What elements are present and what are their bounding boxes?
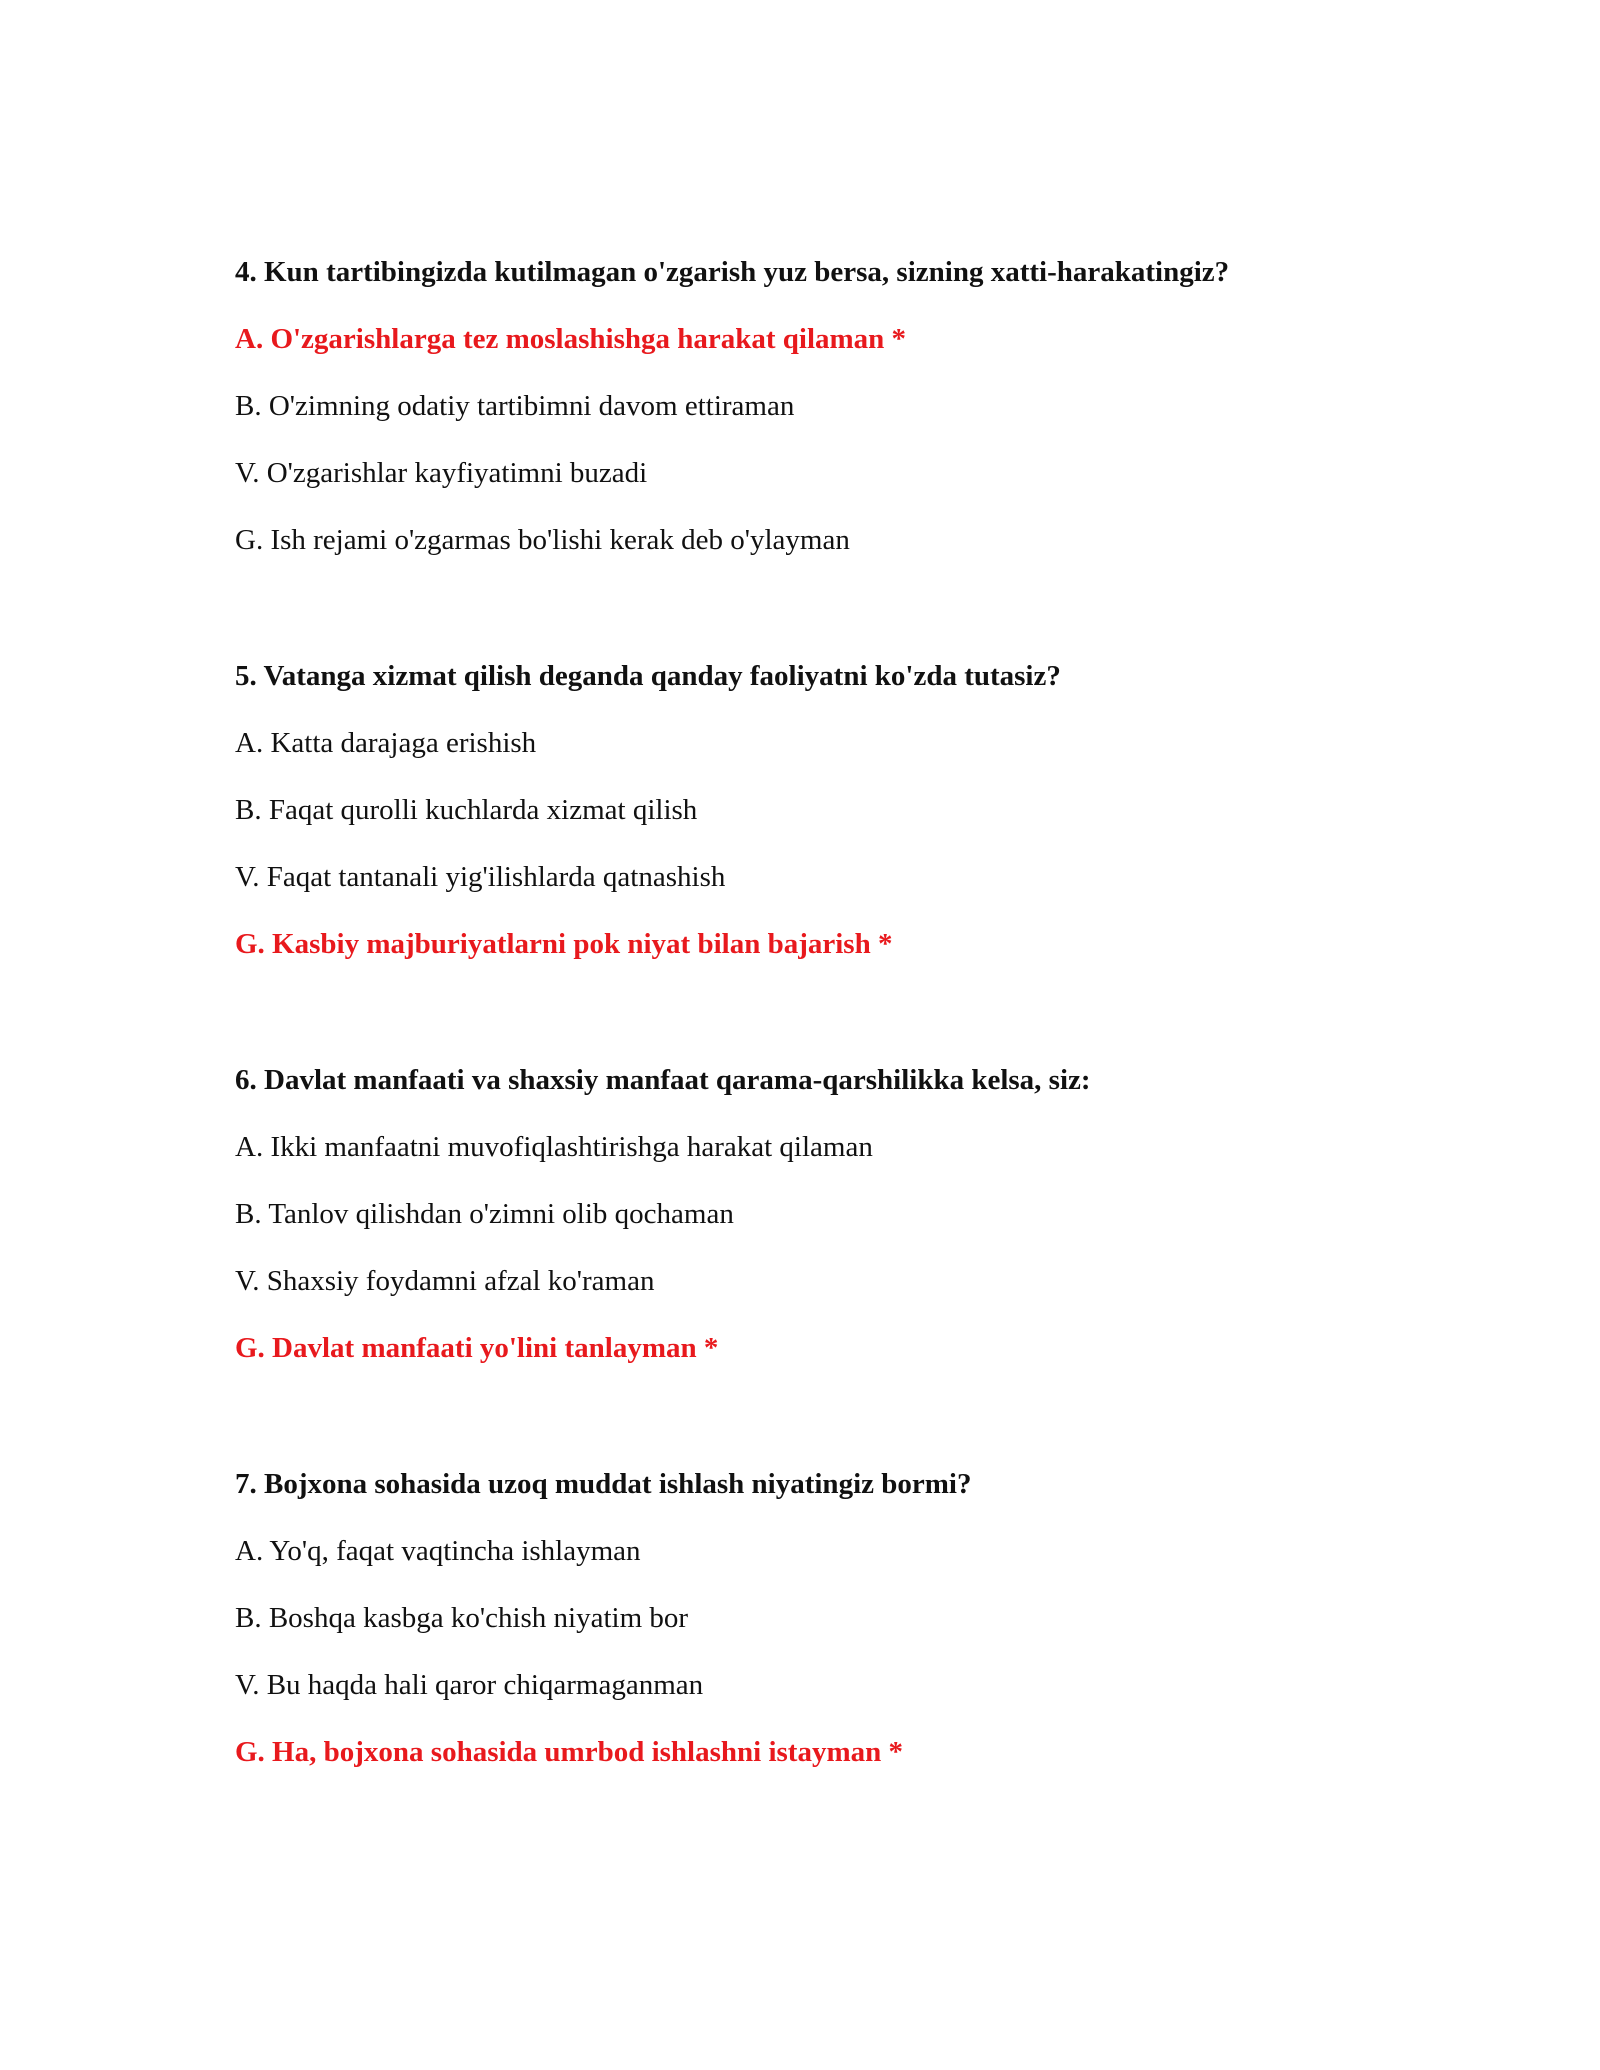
answer-option-correct: G. Ha, bojxona sohasida umrbod ishlashni istayman * — [235, 1736, 903, 1768]
answer-option: B. Faqat qurolli kuchlarda xizmat qilish — [235, 794, 698, 826]
answer-option: V. Bu haqda hali qaror chiqarmaganman — [235, 1669, 704, 1701]
answer-option-correct: A. O'zgarishlarga tez moslashishga harakat qilaman * — [235, 323, 907, 355]
answer-option: A. Katta darajaga erishish — [235, 727, 537, 759]
question-block-7 — [235, 1464, 1435, 1772]
question-title: 5. Vatanga xizmat qilish deganda qanday faoliyatni ko'zda tutasiz? — [235, 660, 1061, 692]
answer-option: V. Faqat tantanali yig'ilishlarda qatnashish — [235, 861, 726, 893]
answer-option: A. Yo'q, faqat vaqtincha ishlayman — [235, 1535, 641, 1567]
answer-option: B. Tanlov qilishdan o'zimni olib qochaman — [235, 1198, 734, 1230]
question-block-6 — [235, 1060, 1435, 1368]
question-block-4 — [235, 252, 1435, 560]
question-title: 7. Bojxona sohasida uzoq muddat ishlash niyatingiz bormi? — [235, 1468, 972, 1500]
answer-option-correct: G. Kasbiy majburiyatlarni pok niyat bilan bajarish * — [235, 928, 893, 960]
answer-option: A. Ikki manfaatni muvofiqlashtirishga harakat qilaman — [235, 1131, 873, 1163]
answer-option-correct: G. Davlat manfaati yo'lini tanlayman * — [235, 1332, 719, 1364]
answer-option: G. Ish rejami o'zgarmas bo'lishi kerak deb o'ylayman — [235, 524, 850, 556]
answer-option: B. O'zimning odatiy tartibimni davom ettiraman — [235, 390, 795, 422]
question-title: 4. Kun tartibingizda kutilmagan o'zgarish yuz bersa, sizning xatti-harakatingiz? — [235, 256, 1230, 288]
answer-option: V. Shaxsiy foydamni afzal ko'raman — [235, 1265, 655, 1297]
question-title: 6. Davlat manfaati va shaxsiy manfaat qarama-qarshilikka kelsa, siz: — [235, 1064, 1091, 1096]
answer-option: B. Boshqa kasbga ko'chish niyatim bor — [235, 1602, 689, 1634]
question-block-5 — [235, 656, 1435, 964]
answer-option: V. O'zgarishlar kayfiyatimni buzadi — [235, 457, 648, 489]
